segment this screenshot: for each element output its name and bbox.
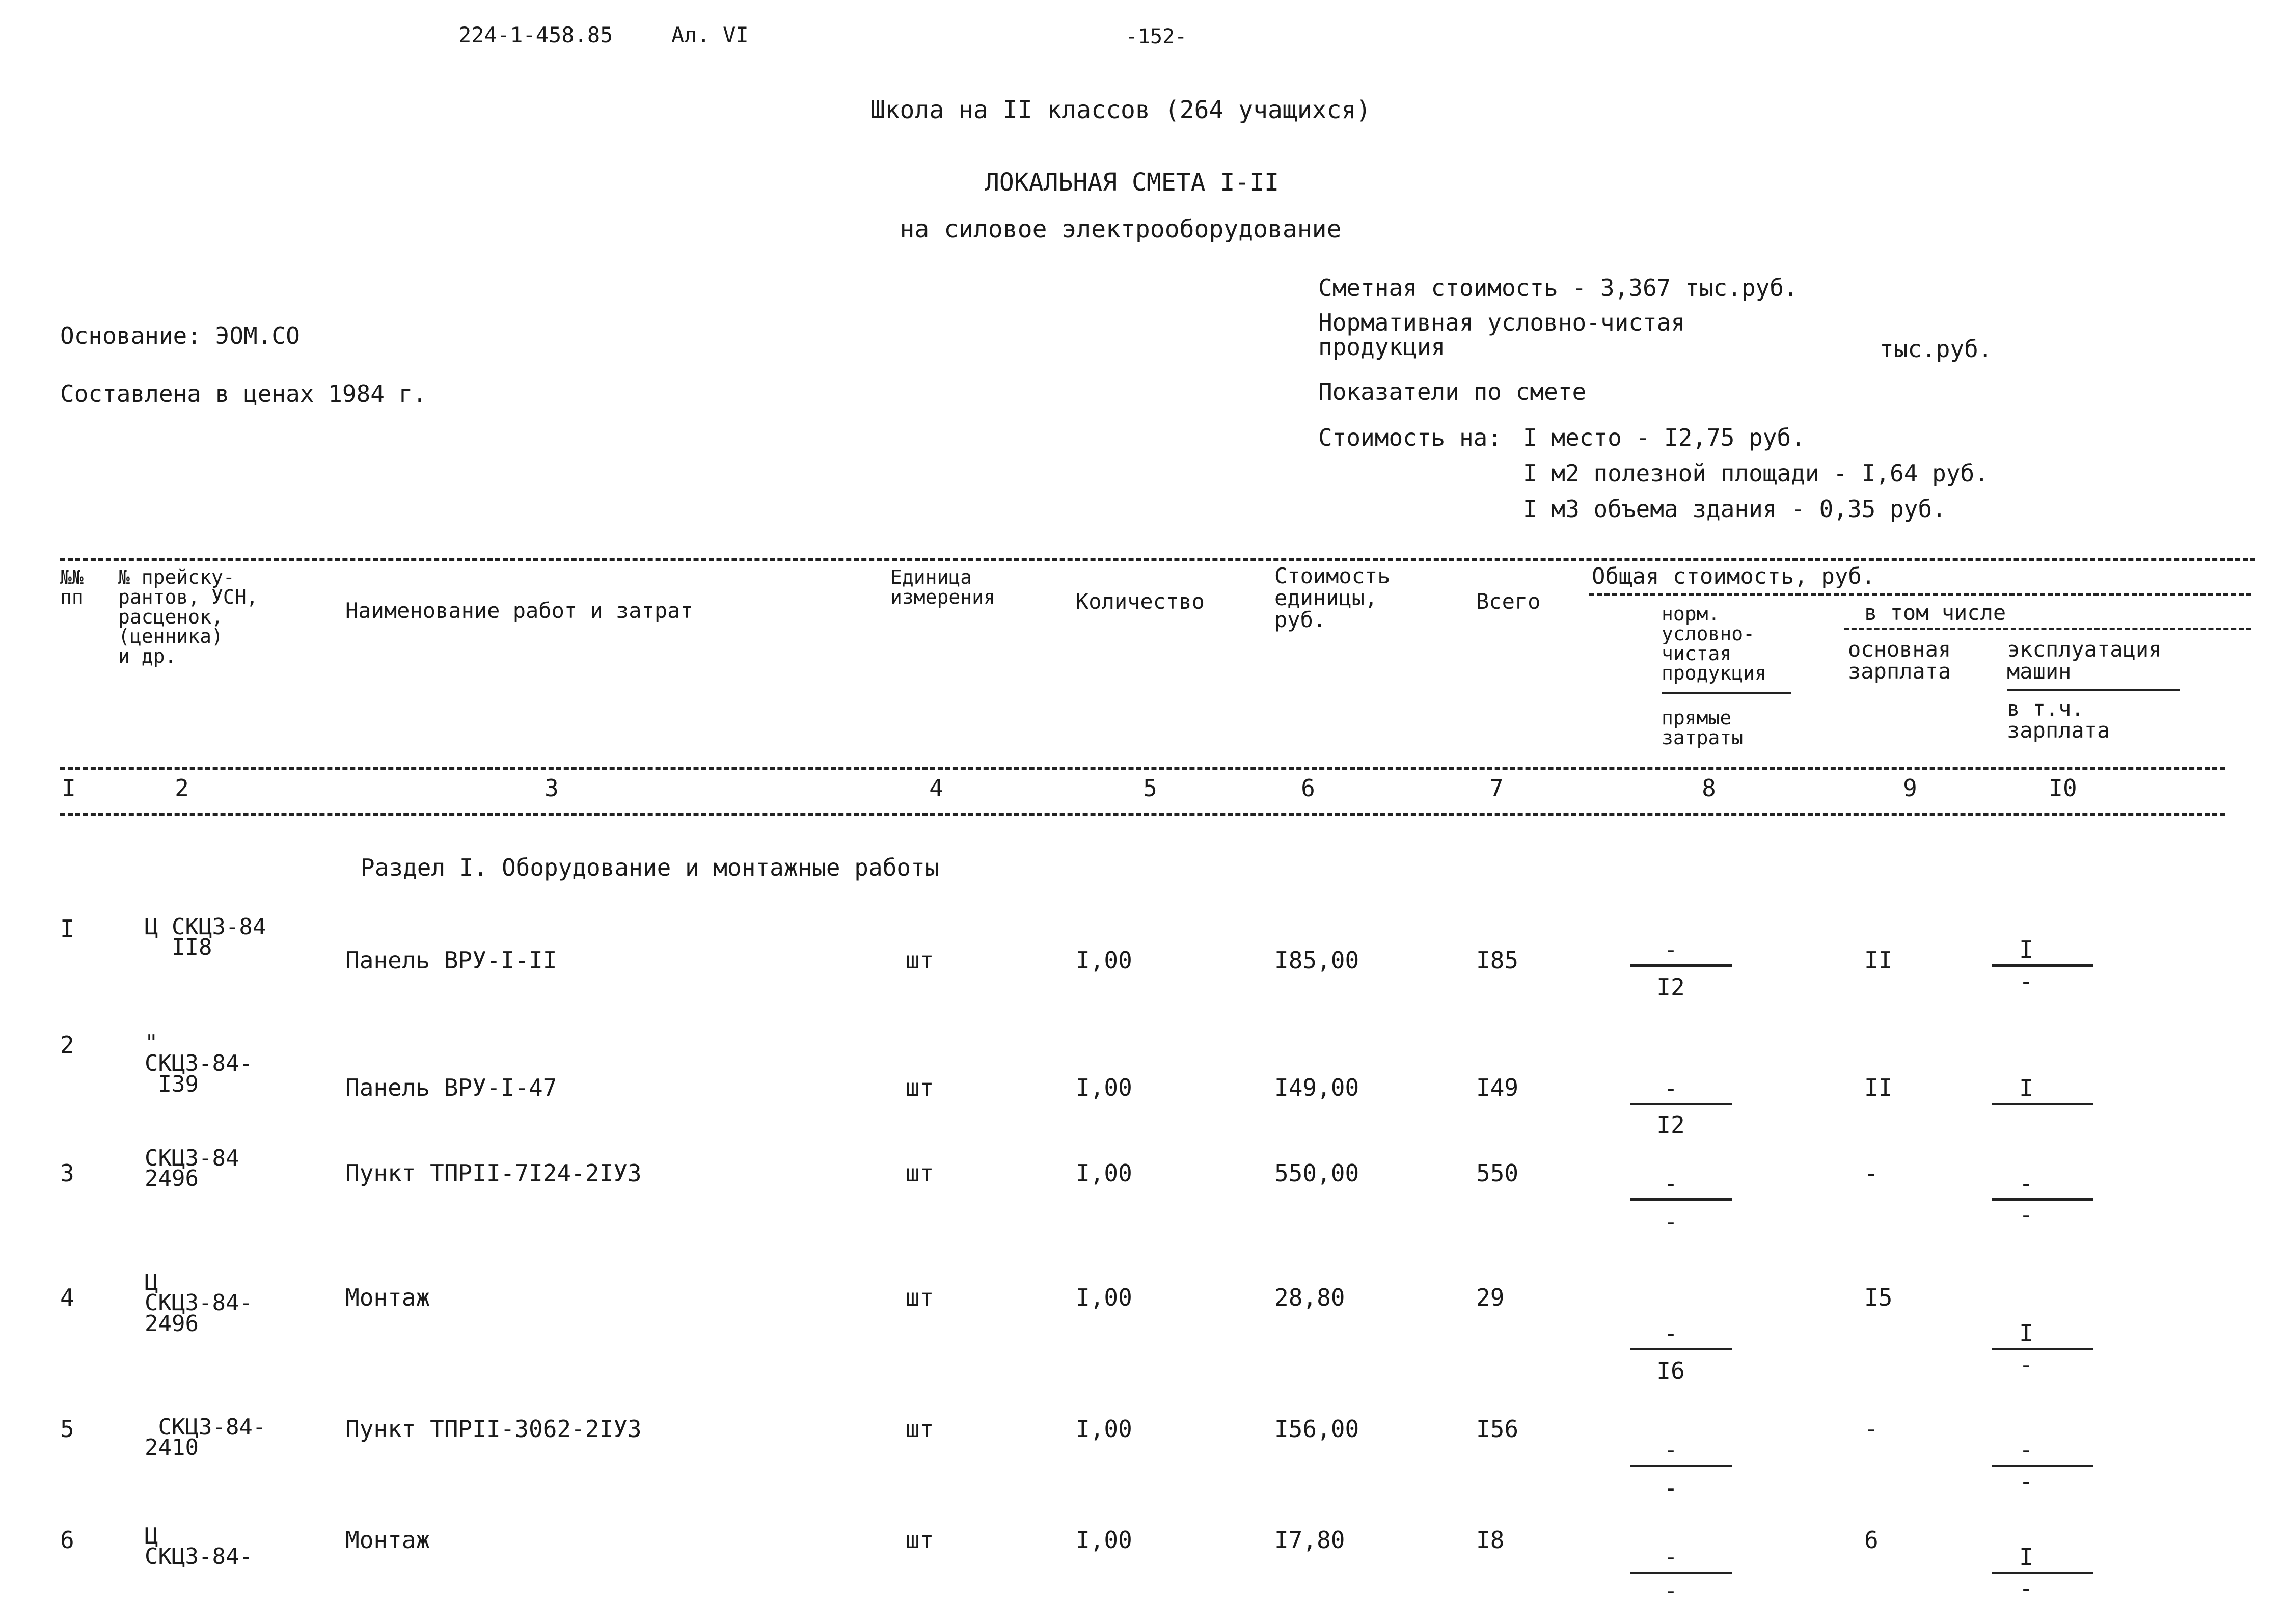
- document-stamp-left: 224-1-458.85: [458, 22, 613, 47]
- row-unit-price: I49,00: [1274, 1074, 1359, 1101]
- header-total-cost-group: Общая стоимость, руб.: [1592, 563, 1875, 589]
- h10-underline: [2007, 689, 2180, 691]
- col-number-6: 6: [1301, 774, 1315, 802]
- row-unit: шт: [906, 1415, 934, 1443]
- row-work-name: Монтаж: [345, 1284, 430, 1311]
- row-direct-costs: I2: [1656, 1111, 1685, 1139]
- row-norm-production: -: [1664, 1319, 1678, 1347]
- row-work-name: Панель ВРУ-I-II: [345, 946, 557, 974]
- row-fraction-line-8: [1630, 1572, 1732, 1574]
- row-work-name: Монтаж: [345, 1526, 430, 1554]
- header-price-list: № прейску- рантов, УСН, расценок, (ценника) и др.: [118, 566, 258, 667]
- row-work-name: Пункт ТПРII-3062-2IУЗ: [345, 1415, 642, 1443]
- row-unit: шт: [906, 1159, 934, 1187]
- norm-production-unit: тыс.руб.: [1880, 335, 1993, 363]
- section-heading: Раздел I. Оборудование и монтажные работы: [361, 854, 939, 881]
- col-number-10: I0: [2049, 774, 2077, 802]
- row-quantity: I,00: [1076, 1415, 1132, 1443]
- cost-per-m3: I м3 объема здания - 0,35 руб.: [1523, 495, 1946, 523]
- row-total: I8: [1476, 1526, 1505, 1554]
- col-number-8: 8: [1702, 774, 1716, 802]
- row-base-salary: II: [1864, 1074, 1893, 1101]
- col-number-5: 5: [1143, 774, 1157, 802]
- row-unit: шт: [906, 1284, 934, 1311]
- row-norm-production: -: [1664, 1436, 1678, 1464]
- row-work-name: Пункт ТПРII-7I24-2IУЗ: [345, 1159, 642, 1187]
- header-machine-operation: эксплуатация машин: [2007, 637, 2162, 684]
- row-direct-costs: -: [1664, 1208, 1678, 1235]
- row-machine-salary: -: [2019, 967, 2033, 995]
- row-fraction-line-10: [1992, 1348, 2093, 1350]
- header-quantity: Количество: [1076, 589, 1205, 614]
- col-number-3: 3: [545, 774, 559, 802]
- header-unit: Единица измерения: [890, 566, 995, 608]
- row-unit-price: I85,00: [1274, 946, 1359, 974]
- header-bottom-border: [60, 767, 2225, 770]
- row-machine-operation: I: [2019, 1543, 2033, 1571]
- header-including-group: в том числе: [1864, 600, 2006, 625]
- row-total: 550: [1476, 1159, 1519, 1187]
- row-unit-price: 28,80: [1274, 1284, 1345, 1311]
- row-machine-salary: -: [2019, 1468, 2033, 1495]
- row-norm-production: -: [1664, 1074, 1678, 1102]
- row-number: I: [60, 915, 74, 942]
- row-fraction-line-10: [1992, 1198, 2093, 1201]
- row-unit-price: I56,00: [1274, 1415, 1359, 1443]
- row-number: 3: [60, 1159, 74, 1187]
- row-work-name: Панель ВРУ-I-47: [345, 1074, 557, 1101]
- header-machine-salary: в т.ч. зарплата: [2007, 696, 2110, 743]
- row-fraction-line-10: [1992, 1465, 2093, 1467]
- row-price-code: Ц СКЦЗ-84-: [145, 1523, 253, 1570]
- col-number-7: 7: [1489, 774, 1504, 802]
- row-price-code: СКЦЗ-84 2496: [145, 1145, 239, 1192]
- header-direct-costs: прямые затраты: [1662, 707, 1744, 749]
- row-direct-costs: -: [1664, 1577, 1678, 1605]
- row-machine-operation: -: [2019, 1436, 2033, 1464]
- header-unit-cost: Стоимость единицы, руб.: [1274, 563, 1391, 632]
- row-unit: шт: [906, 1526, 934, 1554]
- row-number: 2: [60, 1031, 74, 1059]
- row-norm-production: -: [1664, 936, 1678, 963]
- row-unit: шт: [906, 1074, 934, 1101]
- row-base-salary: -: [1864, 1159, 1879, 1187]
- header-norm-production: норм. условно- чистая продукция: [1662, 603, 1766, 685]
- row-base-salary: I5: [1864, 1284, 1893, 1311]
- cost-per-place: I место - I2,75 руб.: [1523, 424, 1805, 451]
- incl-underline: [1844, 628, 2251, 630]
- row-unit-price: I7,80: [1274, 1526, 1345, 1554]
- row-price-code: СКЦЗ-84- 2410: [145, 1414, 266, 1461]
- row-fraction-line-8: [1630, 964, 1732, 967]
- row-base-salary: II: [1864, 946, 1893, 974]
- row-total: 29: [1476, 1284, 1505, 1311]
- row-machine-operation: I: [2019, 936, 2033, 963]
- document-title: Школа на II классов (264 учащихся): [870, 96, 1371, 124]
- row-fraction-line-8: [1630, 1465, 1732, 1467]
- row-number: 6: [60, 1526, 74, 1554]
- row-direct-costs: -: [1664, 1474, 1678, 1502]
- row-unit: шт: [906, 946, 934, 974]
- cost-per-m2: I м2 полезной площади - I,64 руб.: [1523, 459, 1989, 487]
- row-quantity: I,00: [1076, 1526, 1132, 1554]
- row-quantity: I,00: [1076, 1159, 1132, 1187]
- row-number: 5: [60, 1415, 74, 1443]
- basis-text: Основание: ЭОМ.СО: [60, 322, 300, 349]
- table-top-border: [60, 558, 2255, 561]
- row-machine-operation: I: [2019, 1074, 2033, 1102]
- colnum-bottom-border: [60, 813, 2225, 816]
- header-base-salary: основная зарплата: [1848, 637, 1951, 684]
- row-price-code: Ц СКЦЗ-84- 2496: [145, 1269, 253, 1337]
- compiled-text: Составлена в ценах 1984 г.: [60, 380, 427, 408]
- row-price-code: " СКЦЗ-84- I39: [145, 1030, 253, 1097]
- row-price-code: Ц СКЦЗ-84 II8: [145, 914, 266, 961]
- row-machine-salary: -: [2019, 1351, 2033, 1378]
- indicators-label: Показатели по смете: [1318, 378, 1587, 405]
- row-total: I85: [1476, 946, 1519, 974]
- document-stamp-right: Ал. VI: [671, 22, 749, 47]
- header-work-name: Наименование работ и затрат: [345, 598, 693, 623]
- row-fraction-line-10: [1992, 1103, 2093, 1105]
- header-row-number: №№ пп: [60, 566, 84, 608]
- row-machine-salary: -: [2019, 1575, 2033, 1602]
- row-unit-price: 550,00: [1274, 1159, 1359, 1187]
- row-machine-salary: -: [2019, 1201, 2033, 1229]
- row-quantity: I,00: [1076, 946, 1132, 974]
- row-total: I49: [1476, 1074, 1519, 1101]
- document-subtitle: ЛОКАЛЬНАЯ СМЕТА I-II: [985, 168, 1279, 197]
- header-total: Всего: [1476, 589, 1541, 614]
- total-cost-underline: [1589, 593, 2251, 596]
- estimate-cost: Сметная стоимость - 3,367 тыс.руб.: [1318, 274, 1798, 302]
- row-fraction-line-8: [1630, 1348, 1732, 1350]
- row-fraction-line-8: [1630, 1198, 1732, 1201]
- row-machine-operation: I: [2019, 1319, 2033, 1347]
- norm-production-line1: Нормативная условно-чистая: [1318, 309, 1685, 336]
- row-quantity: I,00: [1076, 1074, 1132, 1101]
- row-fraction-line-8: [1630, 1103, 1732, 1105]
- row-base-salary: 6: [1864, 1526, 1879, 1554]
- norm-production-line2: продукция: [1318, 333, 1446, 361]
- page-number: -152-: [1125, 25, 1187, 48]
- row-fraction-line-10: [1992, 1572, 2093, 1574]
- col-number-4: 4: [929, 774, 943, 802]
- row-norm-production: -: [1664, 1543, 1678, 1571]
- col-number-9: 9: [1903, 774, 1917, 802]
- row-base-salary: -: [1864, 1415, 1879, 1443]
- document-subtitle-2: на силовое электрооборудование: [900, 215, 1342, 243]
- row-number: 4: [60, 1284, 74, 1311]
- row-total: I56: [1476, 1415, 1519, 1443]
- row-quantity: I,00: [1076, 1284, 1132, 1311]
- h8-underline: [1662, 692, 1791, 694]
- cost-per-label: Стоимость на:: [1318, 424, 1502, 451]
- row-norm-production: -: [1664, 1170, 1678, 1197]
- row-direct-costs: I6: [1656, 1357, 1685, 1385]
- row-machine-operation: -: [2019, 1170, 2033, 1197]
- col-number-1: I: [62, 774, 76, 802]
- row-fraction-line-10: [1992, 964, 2093, 967]
- col-number-2: 2: [175, 774, 189, 802]
- row-direct-costs: I2: [1656, 973, 1685, 1001]
